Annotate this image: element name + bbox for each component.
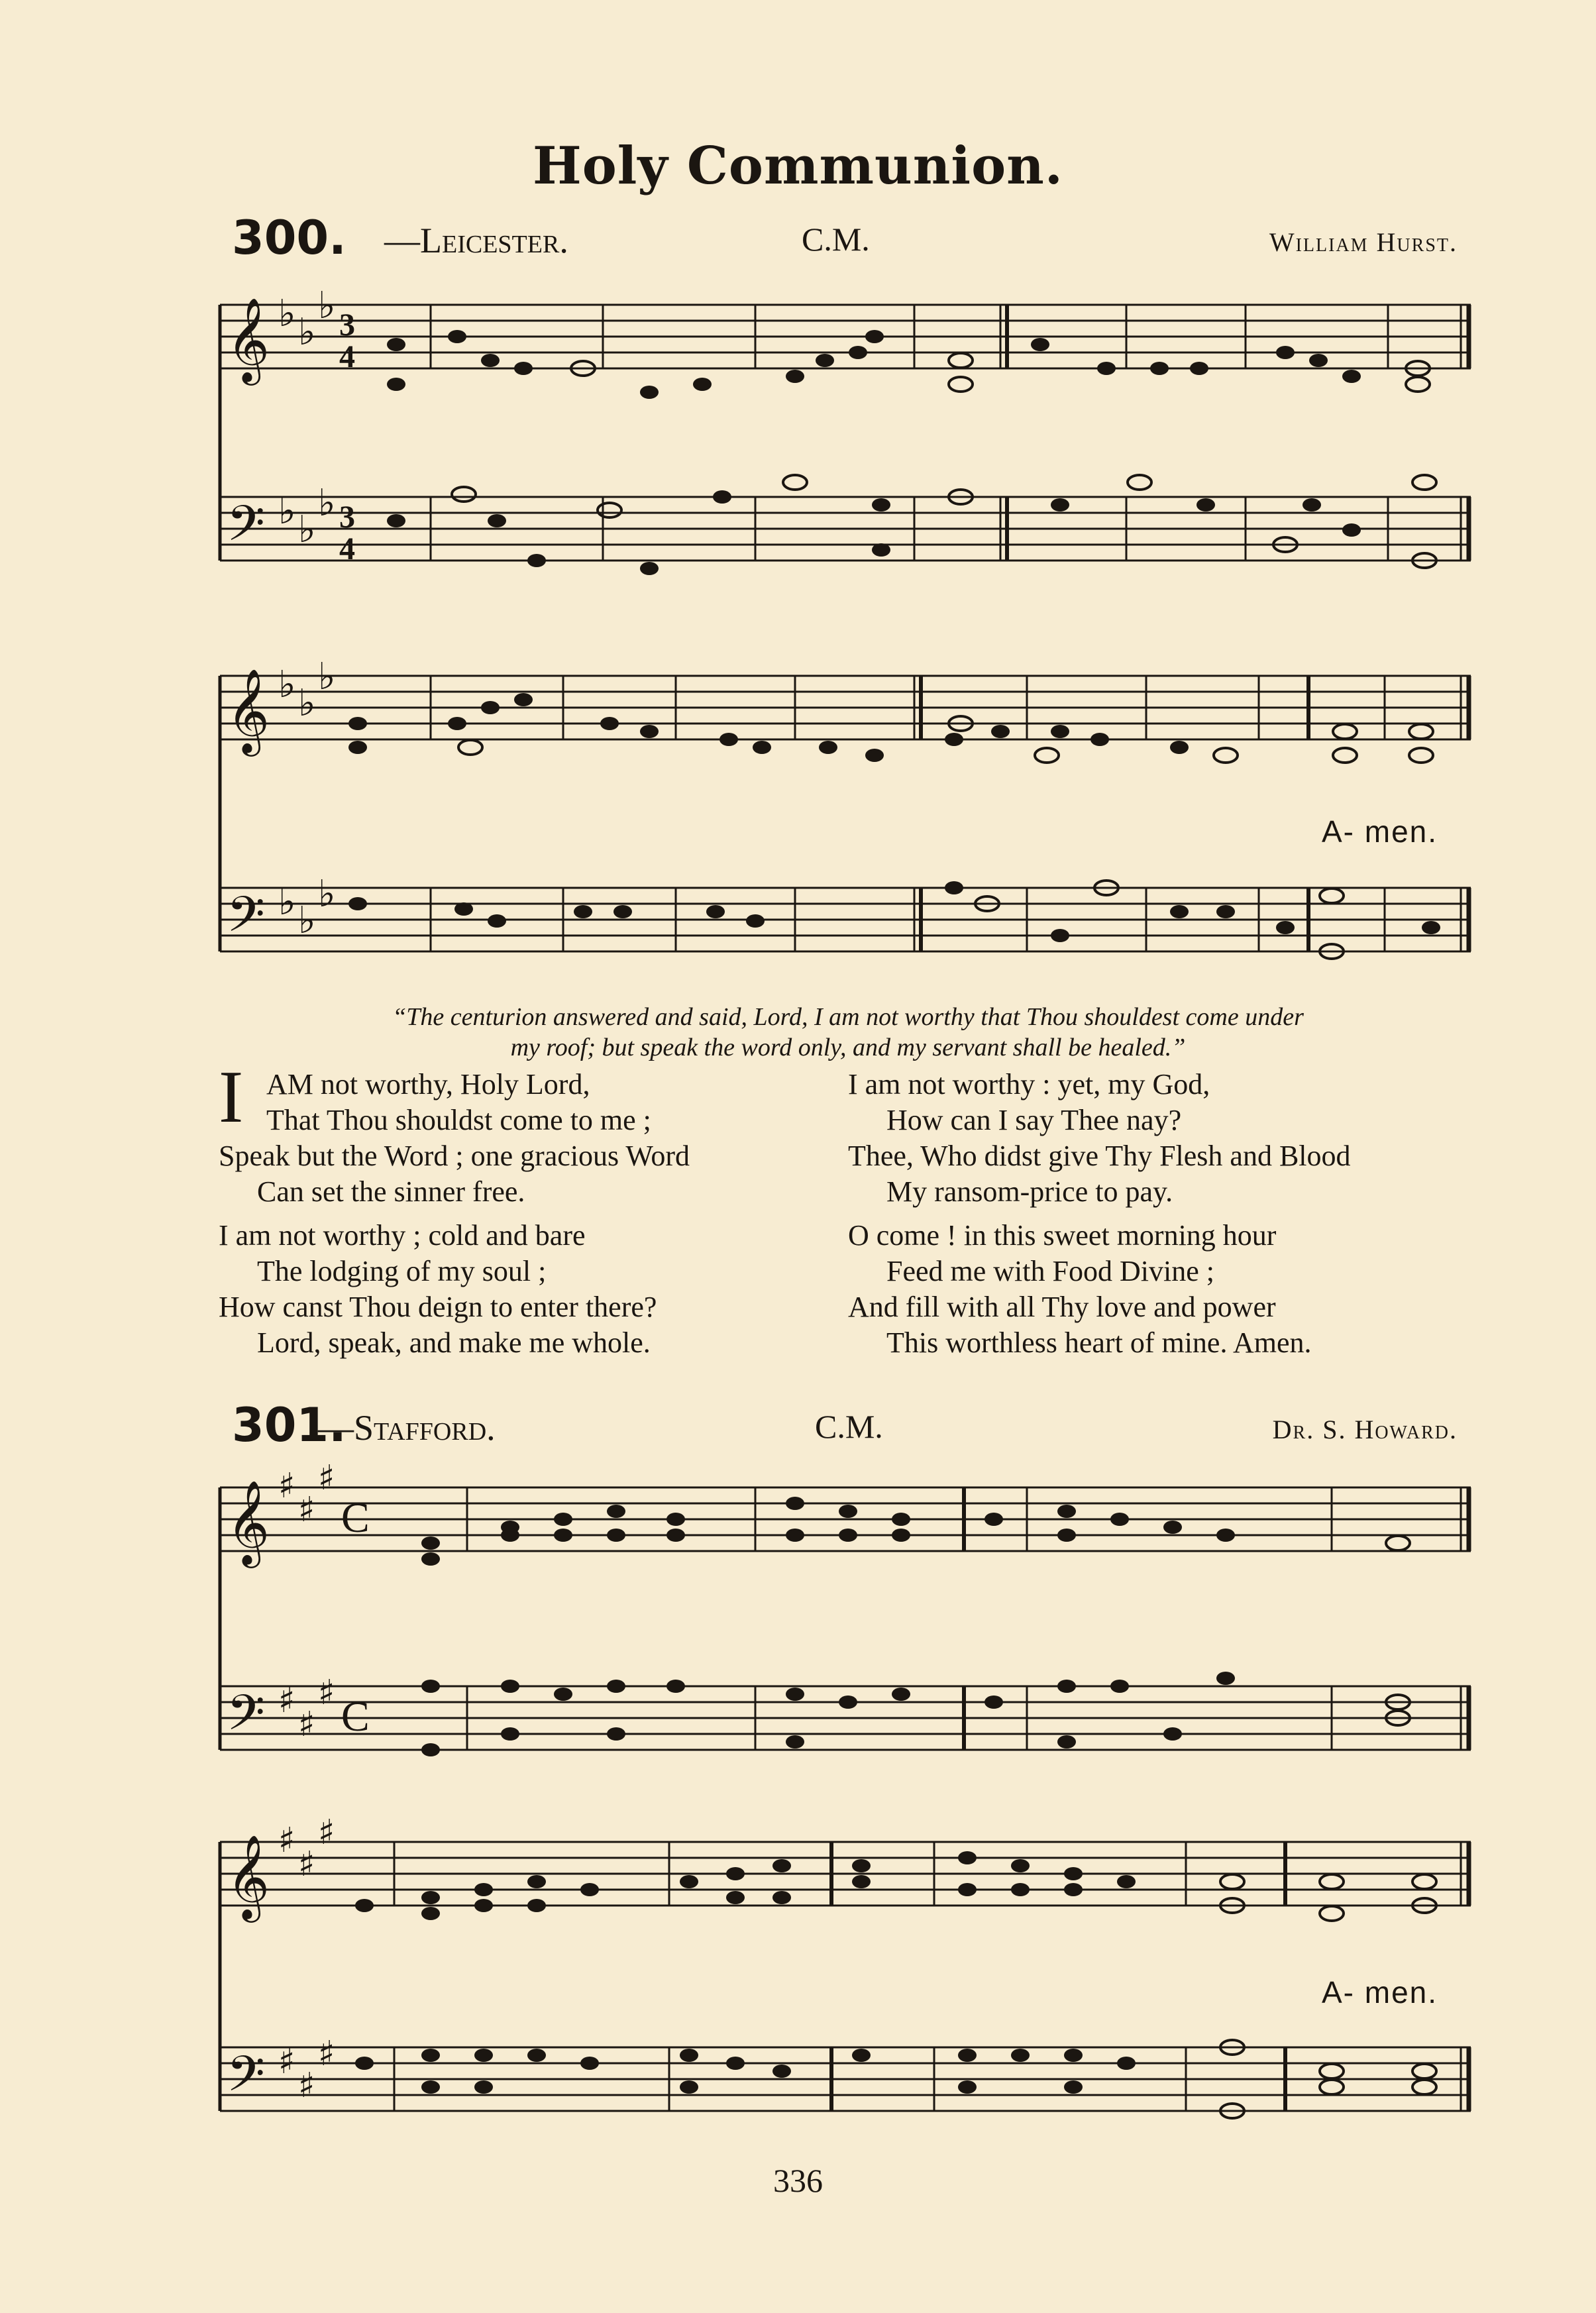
hymn-meter: C.M. bbox=[815, 1408, 883, 1445]
page-title: Holy Communion. bbox=[533, 136, 1063, 196]
hymn-301-score-system-2 bbox=[212, 1809, 1484, 2153]
verse-line: Feed me with Food Divine ; bbox=[886, 1255, 1214, 1287]
hymn-tune: —Leicester. bbox=[384, 221, 568, 260]
verse-line: That Thou shouldst come to me ; bbox=[266, 1104, 651, 1136]
svg-text:𝄞: 𝄞 bbox=[227, 297, 270, 382]
svg-text:𝄢: 𝄢 bbox=[227, 1684, 265, 1754]
music-notation bbox=[212, 272, 1484, 616]
svg-text:3: 3 bbox=[339, 500, 355, 535]
hymn-composer: Dr. S. Howard. bbox=[1272, 1415, 1458, 1444]
svg-text:♭: ♭ bbox=[298, 899, 316, 942]
music-notation bbox=[212, 1458, 1484, 1796]
svg-text:♯: ♯ bbox=[278, 1681, 295, 1721]
hymn-300-header bbox=[219, 211, 1477, 270]
svg-text:♭: ♭ bbox=[278, 490, 296, 533]
svg-text:♭: ♭ bbox=[298, 682, 316, 725]
verse-line-text: AM not worthy, Holy Lord, bbox=[266, 1068, 590, 1101]
epigraph-line: my roof; but speak the word only, and my servant shall be healed.” bbox=[510, 1034, 1186, 1061]
svg-text:♭: ♭ bbox=[278, 881, 296, 924]
svg-text:C: C bbox=[341, 1494, 370, 1541]
svg-text:♯: ♯ bbox=[318, 1458, 335, 1498]
svg-text:♯: ♯ bbox=[278, 2042, 295, 2082]
hymn-300-score-system-1 bbox=[212, 272, 1484, 616]
verse-line: Speak but the Word ; one gracious Word bbox=[219, 1140, 690, 1172]
svg-text:♭: ♭ bbox=[278, 292, 296, 335]
verse-line: I am not worthy ; cold and bare bbox=[219, 1219, 586, 1252]
svg-text:♭: ♭ bbox=[298, 508, 316, 551]
svg-text:𝄢: 𝄢 bbox=[227, 2045, 265, 2115]
verse-line: My ransom-price to pay. bbox=[886, 1175, 1173, 1208]
amen-label: A- men. bbox=[1322, 814, 1438, 849]
svg-text:𝄞: 𝄞 bbox=[227, 668, 270, 753]
svg-text:♭: ♭ bbox=[318, 482, 336, 525]
verse-line: And fill with all Thy love and power bbox=[848, 1291, 1276, 1323]
svg-text:♯: ♯ bbox=[318, 1813, 335, 1853]
svg-text:♯: ♯ bbox=[318, 1673, 335, 1713]
verse-column-left bbox=[219, 1056, 855, 1369]
stanza bbox=[848, 1218, 1484, 1361]
svg-text:♭: ♭ bbox=[318, 284, 336, 327]
music-notation bbox=[212, 1809, 1484, 2153]
drop-cap: I bbox=[219, 1056, 244, 1138]
hymn-number: 300. bbox=[232, 211, 346, 265]
hymn-number: 301. bbox=[232, 1398, 346, 1452]
svg-text:♯: ♯ bbox=[298, 2066, 315, 2106]
verse-line: O come ! in this sweet morning hour bbox=[848, 1219, 1277, 1252]
stanza bbox=[848, 1067, 1484, 1210]
music-notation bbox=[212, 636, 1484, 981]
hymn-300-score-system-2 bbox=[212, 636, 1484, 981]
svg-text:𝄞: 𝄞 bbox=[227, 1479, 270, 1564]
verse-column-right bbox=[848, 1067, 1484, 1369]
page-number: 336 bbox=[773, 2162, 823, 2199]
stanza bbox=[219, 1056, 855, 1210]
svg-text:♯: ♯ bbox=[298, 1490, 315, 1530]
svg-text:4: 4 bbox=[339, 339, 355, 374]
verse-line: The lodging of my soul ; bbox=[257, 1255, 547, 1287]
svg-text:♯: ♯ bbox=[318, 2034, 335, 2074]
verse-line: I am not worthy : yet, my God, bbox=[848, 1068, 1210, 1101]
svg-text:♭: ♭ bbox=[318, 873, 336, 916]
svg-text:♯: ♯ bbox=[278, 1821, 295, 1860]
hymn-composer: William Hurst. bbox=[1269, 227, 1458, 257]
svg-text:C: C bbox=[341, 1693, 370, 1740]
hymn-meter: C.M. bbox=[802, 221, 870, 258]
svg-text:3: 3 bbox=[339, 307, 355, 343]
svg-text:𝄢: 𝄢 bbox=[227, 495, 265, 565]
svg-text:♯: ♯ bbox=[278, 1466, 295, 1506]
verse-line: Lord, speak, and make me whole. bbox=[257, 1326, 651, 1359]
amen-label: A- men. bbox=[1322, 1975, 1438, 2010]
hymn-301-score-system-1 bbox=[212, 1458, 1484, 1796]
epigraph bbox=[219, 1002, 1477, 1063]
svg-text:𝄞: 𝄞 bbox=[227, 1834, 270, 1919]
hymn-301-header bbox=[219, 1398, 1477, 1458]
svg-text:♯: ♯ bbox=[298, 1845, 315, 1884]
svg-text:♭: ♭ bbox=[318, 655, 336, 698]
hymn-tune: —Stafford. bbox=[318, 1408, 496, 1448]
svg-text:♭: ♭ bbox=[278, 663, 296, 706]
verse-line: This worthless heart of mine. Amen. bbox=[886, 1326, 1312, 1359]
verse-line: How can I say Thee nay? bbox=[886, 1104, 1182, 1136]
epigraph-line: “The centurion answered and said, Lord, I am not worthy that Thou shouldest come under bbox=[392, 1003, 1304, 1031]
verse-line: Can set the sinner free. bbox=[257, 1175, 525, 1208]
stanza bbox=[219, 1218, 855, 1361]
svg-text:♯: ♯ bbox=[298, 1705, 315, 1745]
svg-text:𝄢: 𝄢 bbox=[227, 886, 265, 955]
svg-text:♭: ♭ bbox=[298, 311, 316, 354]
verse-line: How canst Thou deign to enter there? bbox=[219, 1291, 657, 1323]
svg-text:4: 4 bbox=[339, 531, 355, 566]
verse-line: Thee, Who didst give Thy Flesh and Blood bbox=[848, 1140, 1351, 1172]
